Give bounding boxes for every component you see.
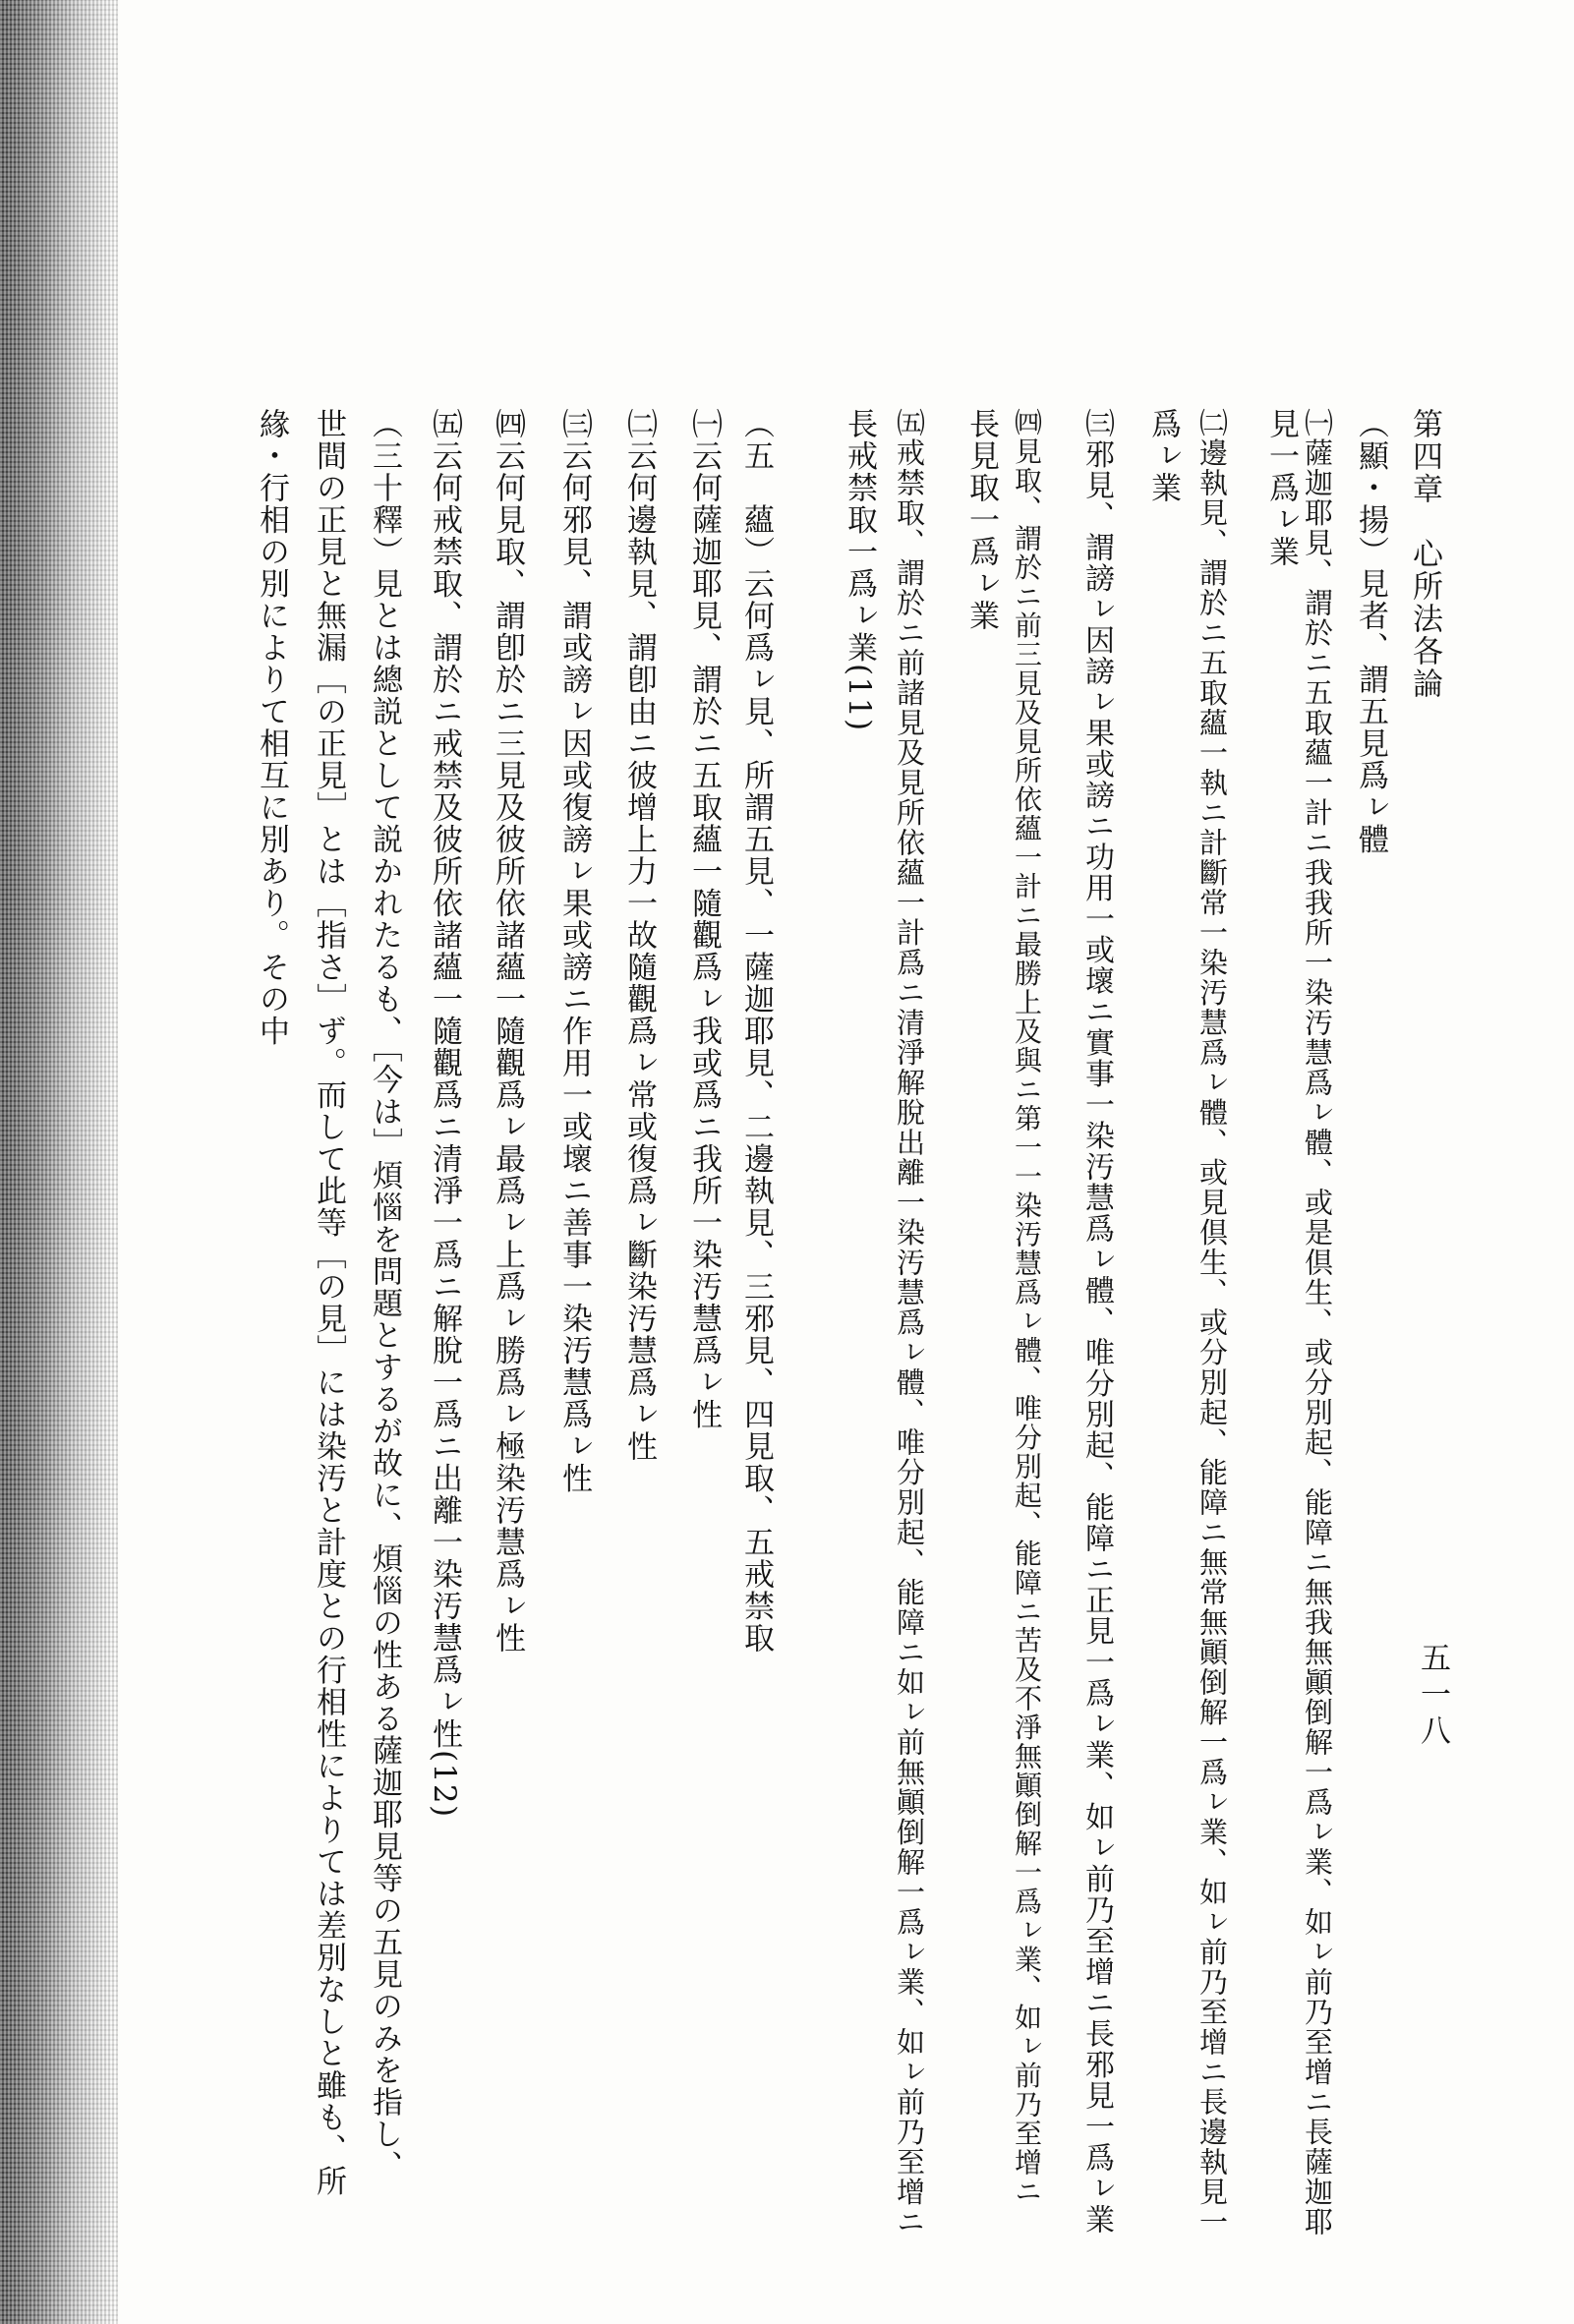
text-column: ㈠云何薩迦耶見、謂於ニ五取蘊一隨觀爲ㇾ我或爲ニ我所一染汚慧爲ㇾ性	[686, 408, 722, 1430]
text-column: （三十釋）見とは總説として説かれたるも、［今は］煩惱を問題とするが故に、煩惱の性ある薩迦耶見等の五見のみを指し、	[367, 408, 402, 2182]
page-number: 五一八	[1415, 1642, 1450, 1751]
text-column: 長戒禁取一爲ㇾ業(11)	[842, 408, 877, 732]
text-column: ㈣云何見取、謂卽於ニ三見及彼所依諸蘊一隨觀爲ㇾ最爲ㇾ上爲ㇾ勝爲ㇾ極染汚慧爲ㇾ性	[490, 408, 525, 1655]
text-column: ㈠薩迦耶見、謂於ニ五取蘊一計ニ我我所一染汚慧爲ㇾ體、或是倶生、或分別起、能障ニ無我無顚倒解一爲ㇾ業、如ㇾ前乃至增ニ長薩迦耶	[1301, 408, 1334, 2237]
text-column: ㈡云何邊執見、謂卽由ニ彼增上力一故隨觀爲ㇾ常或復爲ㇾ斷染汚慧爲ㇾ性	[621, 408, 657, 1463]
running-head: 第四章 心所法各論	[1407, 408, 1442, 700]
text-column: ㈤戒禁取、謂於ニ前諸見及見所依蘊一計爲ニ清淨解脫出離一染汚慧爲ㇾ體、唯分別起、能障ニ如ㇾ前無顚倒解一爲ㇾ業、如ㇾ前乃至增ニ	[893, 408, 926, 2237]
text-column: （顯・揚）見者、謂五見爲ㇾ體	[1353, 408, 1388, 855]
text-column: 世間の正見と無漏［の正見］とは［指さ］ず。而して此等［の見］には染汚と計度との行相性によりては差別なしと雖も、所	[311, 408, 346, 2197]
text-column: ㈤云何戒禁取、謂於ニ戒禁及彼所依諸蘊一隨觀爲ニ清淨一爲ニ解脫一爲ニ出離一染汚慧爲ㇾ性(12)	[427, 408, 462, 1819]
text-column: 緣・行相の別によりて相互に別あり。その中	[254, 408, 289, 1047]
text-column: 爲ㇾ業	[1145, 408, 1181, 504]
text-column: ㈡邊執見、謂於ニ五取蘊一執ニ計斷常一染汚慧爲ㇾ體、或見倶生、或分別起、能障ニ無常無顚倒解一爲ㇾ業、如ㇾ前乃至增ニ長邊執見一	[1195, 408, 1229, 2237]
scan-shadow-edge	[0, 0, 118, 2324]
text-column: 長見取一爲ㇾ業	[963, 408, 999, 632]
text-column: （五 蘊）云何爲ㇾ見、所謂五見、一薩迦耶見、二邊執見、三邪見、四見取、五戒禁取	[738, 408, 774, 1655]
text-column: ㈣見取、謂於ニ前三見及見所依蘊一計ニ最勝上及與ニ第一一染汚慧爲ㇾ體、唯分別起、能障ニ苦及不淨無顚倒解一爲ㇾ業、如ㇾ前乃至增ニ	[1011, 408, 1043, 2206]
text-column: ㈢云何邪見、謂或謗ㇾ因或復謗ㇾ果或謗ニ作用一或壞ニ善事一染汚慧爲ㇾ性	[556, 408, 592, 1494]
text-column: ㈢邪見、謂謗ㇾ因謗ㇾ果或謗ニ功用一或壞ニ實事一染汚慧爲ㇾ體、唯分別起、能障ニ正見一爲ㇾ業、如ㇾ前乃至增ニ長邪見一爲ㇾ業	[1079, 408, 1114, 2236]
text-column: 見一爲ㇾ業	[1263, 408, 1299, 568]
